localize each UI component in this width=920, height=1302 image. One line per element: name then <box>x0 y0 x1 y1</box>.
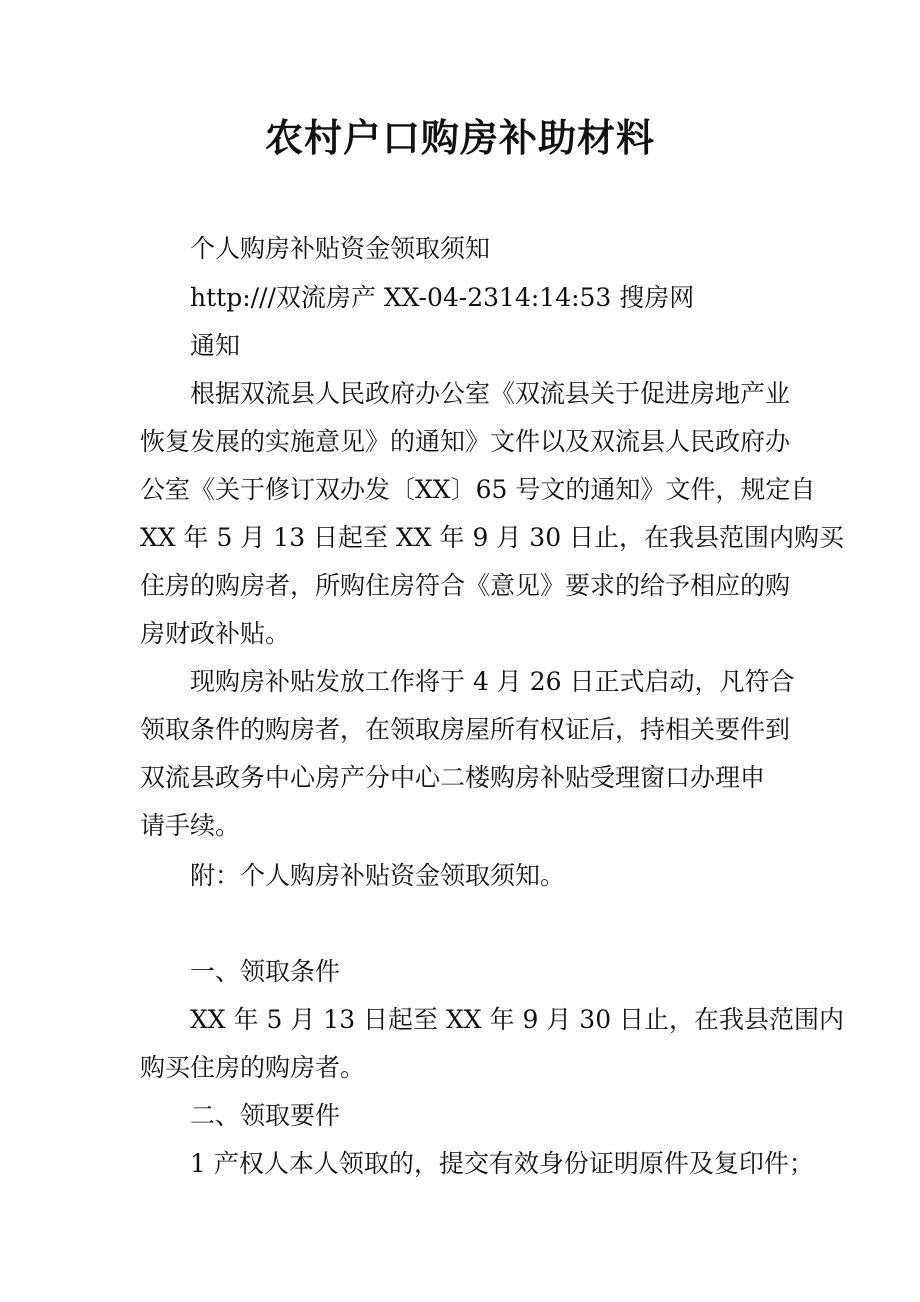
paragraph-1-line-1: 根据双流县人民政府办公室《双流县关于促进房地产业 <box>190 379 791 408</box>
paragraph-2-line-3: 双流县政务中心房产分中心二楼购房补贴受理窗口办理申 <box>140 763 766 792</box>
section-1-line-1: XX 年 5 月 13 日起至 XX 年 9 月 30 日止，在我县范围内 <box>190 1005 845 1034</box>
notice-label: 通知 <box>190 331 241 360</box>
paragraph-1-line-3: 公室《关于修订双办发〔XX〕65 号文的通知》文件，规定自 <box>140 475 816 504</box>
paragraph-1-line-4: XX 年 5 月 13 日起至 XX 年 9 月 30 日止，在我县范围内购买 <box>140 523 845 552</box>
section-2-heading: 二、领取要件 <box>190 1101 341 1130</box>
attachment-note: 附：个人购房补贴资金领取须知。 <box>190 861 566 890</box>
paragraph-2-line-1: 现购房补贴发放工作将于 4 月 26 日正式启动，凡符合 <box>190 667 795 696</box>
section-2-item-1: 1 产权人本人领取的，提交有效身份证明原件及复印件； <box>190 1149 814 1178</box>
paragraph-2-line-2: 领取条件的购房者，在领取房屋所有权证后，持相关要件到 <box>140 715 791 744</box>
notice-heading: 个人购房补贴资金领取须知 <box>190 234 491 263</box>
paragraph-1-line-5: 住房的购房者，所购住房符合《意见》要求的给予相应的购 <box>140 571 791 600</box>
paragraph-1-line-2: 恢复发展的实施意见》的通知》文件以及双流县人民政府办 <box>140 427 791 456</box>
document-title: 农村户口购房补助材料 <box>264 116 655 160</box>
section-1-line-2: 购买住房的购房者。 <box>140 1053 366 1082</box>
source-line: http:///双流房产 XX-04-2314:14:53 搜房网 <box>190 283 695 312</box>
paragraph-1-line-6: 房财政补贴。 <box>140 619 291 648</box>
section-1-heading: 一、领取条件 <box>190 957 341 986</box>
paragraph-2-line-4: 请手续。 <box>140 811 241 840</box>
